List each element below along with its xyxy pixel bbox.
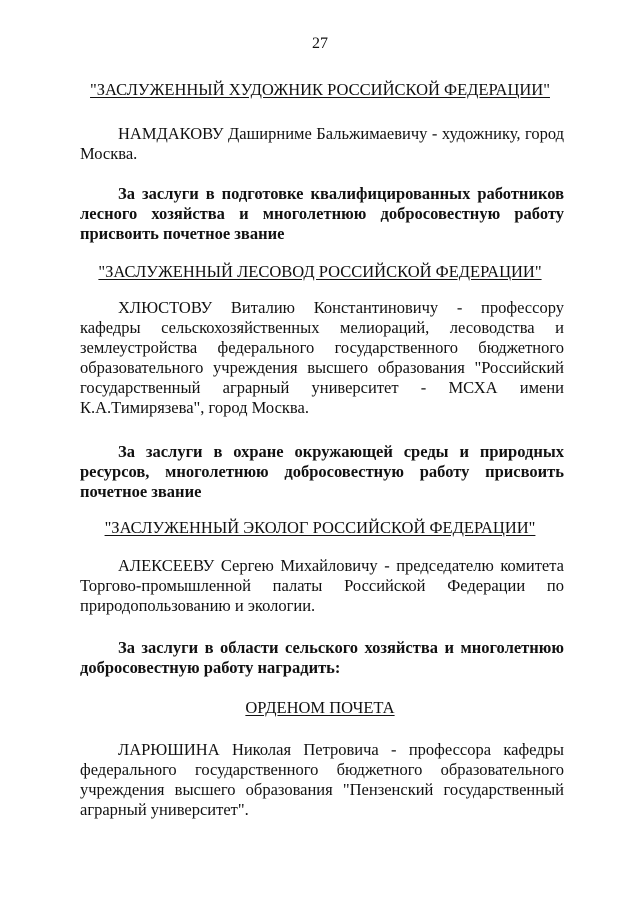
decree-forestry: За заслуги в подготовке квалифицированных работников лесного хозяйства и многолетнюю добросовестную работу присвоить почетное звание — [80, 184, 564, 243]
nominee-alekseev: АЛЕКСЕЕВУ Сергею Михайловичу - председателю комитета Торгово-промышленной палаты Российской Федерации по природопользованию и экологии. — [80, 556, 564, 615]
award-title-forester: "ЗАСЛУЖЕННЫЙ ЛЕСОВОД РОССИЙСКОЙ ФЕДЕРАЦИИ" — [98, 262, 542, 281]
nominee-khlyustov: ХЛЮСТОВУ Виталию Константиновичу - профессору кафедры сельскохозяйственных мелиораций, лесоводства и землеустройства федерального государственного бюджетного образовательного учреждения высшего образования "Российский государственный аграрный университет - МСХА имени К.А.Тимирязева", город Москва. — [80, 298, 564, 417]
page-number: 27 — [312, 35, 328, 52]
award-title-ecologist: "ЗАСЛУЖЕННЫЙ ЭКОЛОГ РОССИЙСКОЙ ФЕДЕРАЦИИ" — [104, 518, 536, 537]
award-title-order-of-honour: ОРДЕНОМ ПОЧЕТА — [245, 698, 395, 717]
award-title-artist: "ЗАСЛУЖЕННЫЙ ХУДОЖНИК РОССИЙСКОЙ ФЕДЕРАЦИИ" — [90, 80, 550, 99]
nominee-laryushin: ЛАРЮШИНА Николая Петровича - профессора кафедры федерального государственного бюджетного образовательного учреждения высшего образования "Пензенский государственный аграрный университет". — [80, 740, 564, 819]
decree-environment: За заслуги в охране окружающей среды и природных ресурсов, многолетнюю добросовестную работу присвоить почетное звание — [80, 442, 564, 501]
nominee-namdakov: НАМДАКОВУ Даширниме Бальжимаевичу - художнику, город Москва. — [80, 124, 564, 163]
decree-agriculture: За заслуги в области сельского хозяйства и многолетнюю добросовестную работу наградить: — [80, 638, 564, 677]
